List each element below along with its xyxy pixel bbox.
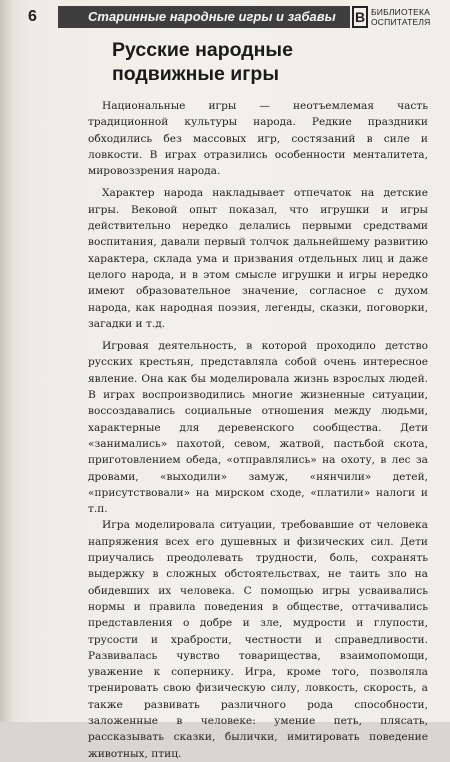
paragraph-1: Национальные игры — неотъемлемая часть традиционной культуры народа. Редкие праздники обходились без массовых игр, состязаний в силе и ловкости. В играх отразились особенности менталитета, мировоззрения народа.	[88, 100, 428, 178]
logo-text	[371, 7, 430, 27]
running-title: Старинные народные игры и забавы	[88, 9, 336, 24]
logo-line-2: ОСПИТАТЕЛЯ	[371, 17, 431, 27]
page-number: 6	[28, 8, 37, 25]
paragraph-2: Характер народа накладывает отпечаток на детские игры. Вековой опыт показал, что игрушки и игры действительно нередко делались первыми средствами воспитания, давали первый толчок дальнейшему развитию характера, склада ума и призвания отдельных лиц и даже целого народа, и в этом смысле игрушки и игры нередко имеют образовательное значение, согласное с духом народа, как народная поэзия, легенды, сказки, поговорки, загадки и т.д.	[88, 187, 428, 330]
logo-letter-mark: В	[352, 6, 368, 28]
section-title-line-2: подвижные игры	[112, 63, 279, 85]
running-header	[58, 6, 350, 28]
article-body	[88, 98, 428, 762]
paragraph-3: Игровая деятельность, в которой проходило детство русских крестьян, представляла собой очень интересное явление. Она как бы моделировала жизнь взрослых людей. В играх воспроизводились многие жизненные ситуации, воссоздавались социальные отношения между людьми, характерные для деревенского сообщества. Дети «занимались» пахотой, севом, жатвой, пастьбой скота, приготовлением обеда, «отправлялись» на охоту, в лес за дровами, «выходили» замуж, «нянчили» детей, «присутствовали» на мирском сходе, «платили» налоги и т.п.	[88, 340, 428, 516]
section-title	[112, 38, 372, 86]
facing-page-edge	[0, 0, 14, 722]
series-logo	[352, 5, 444, 29]
paragraph-4: Игра моделировала ситуации, требовавшие от человека напряжения всех его душевных и физических сил. Дети приучались преодолевать трудности, боль, сохранять выдержку в сложных обстоятельствах, не таить зло на обидевших их человека. С помощью игры усваивались нормы и правила поведения в обществе, оттачивались представления о добре и зле, мудрости и глупости, трусости и храбрости, честности и справедливости. Развивалась чувство товарищества, взаимопомощи, уважение к сопернику. Игра, кроме того, позволяла тренировать свою физическую силу, ловкость, скорость, а также развивать различного рода способности, заложенные в человеке: умение петь, плясать, рассказывать сказки, былички, имитировать поведение животных, птиц.	[88, 519, 428, 760]
section-title-line-1: Русские народные	[112, 39, 293, 61]
logo-line-1: БИБЛИОТЕКА	[371, 7, 431, 17]
